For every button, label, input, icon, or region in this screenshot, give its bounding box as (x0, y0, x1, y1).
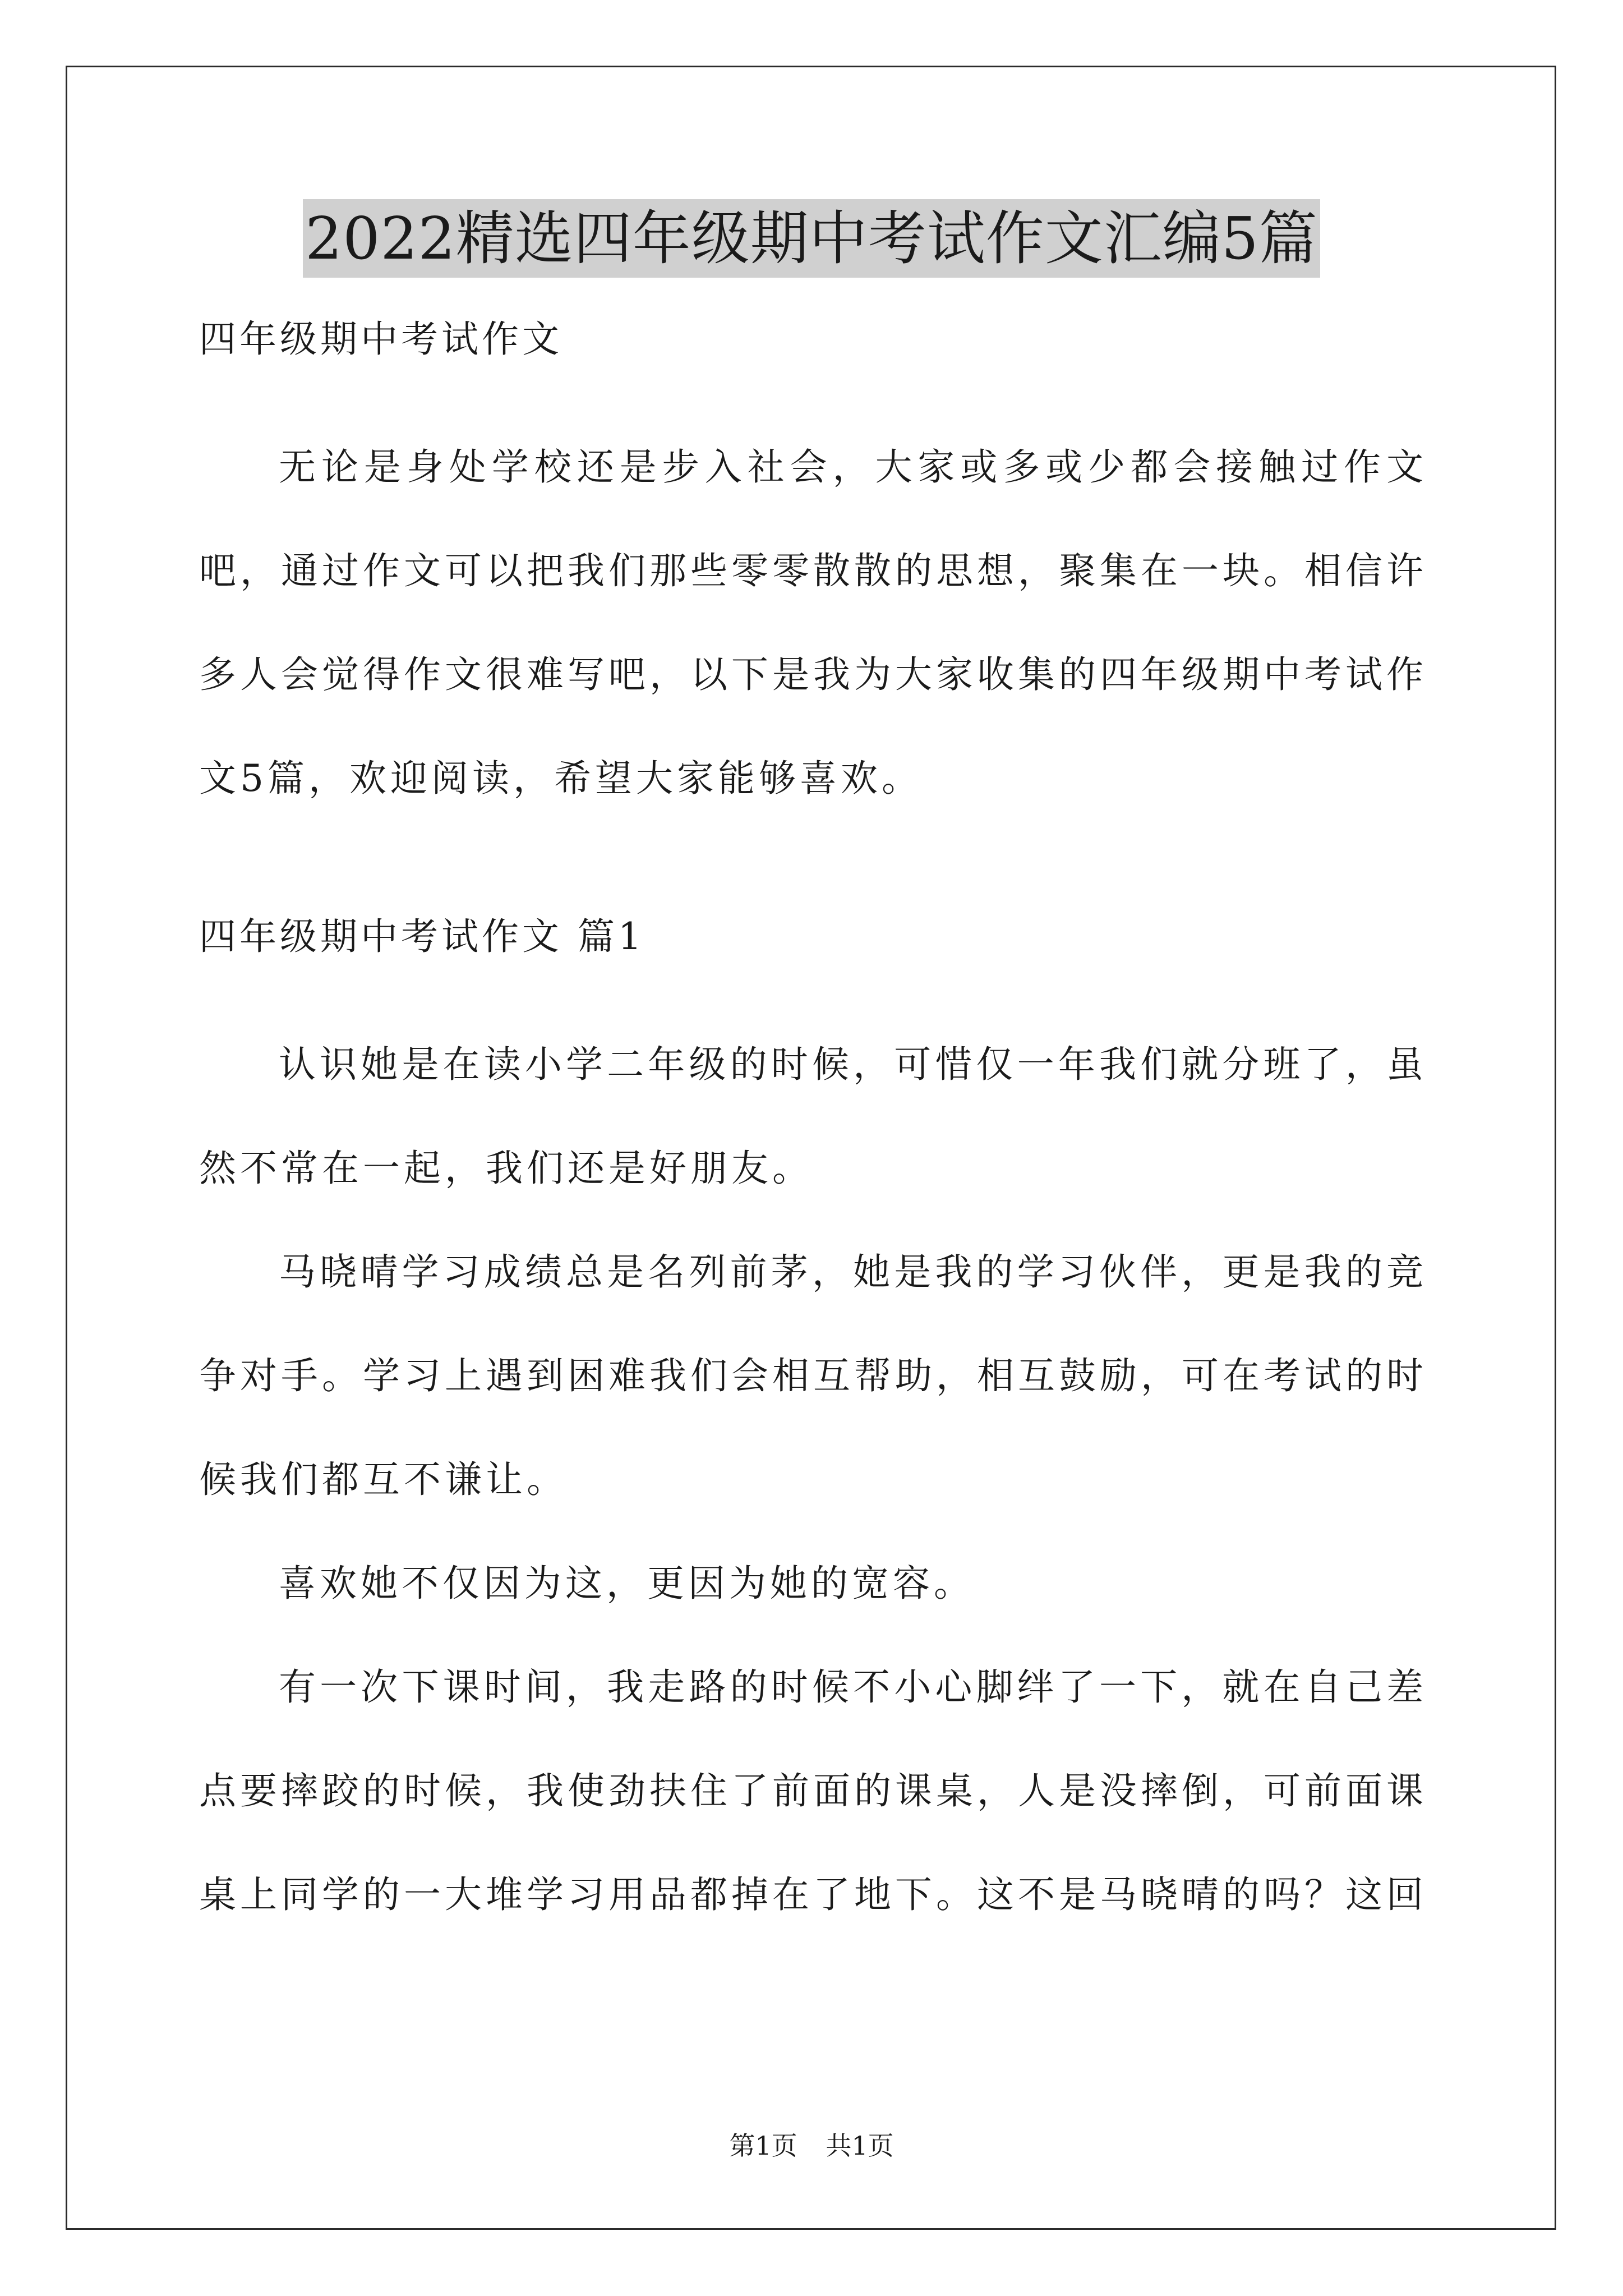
page-total: 共1页 (826, 2131, 894, 2161)
body-paragraph: 马晓晴学习成绩总是名列前茅，她是我的学习伙伴，更是我的竞争对手。学习上遇到困难我们会相互帮助，相互鼓励，可在考试的时候我们都互不谦让。 (199, 1250, 1427, 1501)
body-paragraph: 喜欢她不仅因为这，更因为她的宽容。 (279, 1562, 975, 1605)
page-number: 第1页 (729, 2131, 797, 2161)
page-footer (0, 2129, 1623, 2162)
section-heading: 四年级期中考试作文 篇1 (199, 915, 645, 958)
document-body (199, 311, 1427, 1947)
intro-paragraph: 无论是身处学校还是步入社会，大家或多或少都会接触过作文吧，通过作文可以把我们那些零零散散的思想，聚集在一块。相信许多人会觉得作文很难写吧，以下是我为大家收集的四年级期中考试作文5篇，欢迎阅读，希望大家能够喜欢。 (199, 445, 1427, 800)
title-container (0, 199, 1623, 278)
body-paragraph: 有一次下课时间，我走路的时候不小心脚绊了一下，就在自己差点要摔跤的时候，我使劲扶住了前面的课桌，人是没摔倒，可前面课桌上同学的一大堆学习用品都掉在了地下。这不是马晓晴的吗？这回 (199, 1665, 1427, 1916)
document-title: 2022精选四年级期中考试作文汇编5篇 (303, 199, 1320, 278)
intro-heading: 四年级期中考试作文 (199, 318, 562, 361)
body-paragraph: 认识她是在读小学二年级的时候，可惜仅一年我们就分班了，虽然不常在一起，我们还是好朋友。 (199, 1043, 1427, 1190)
